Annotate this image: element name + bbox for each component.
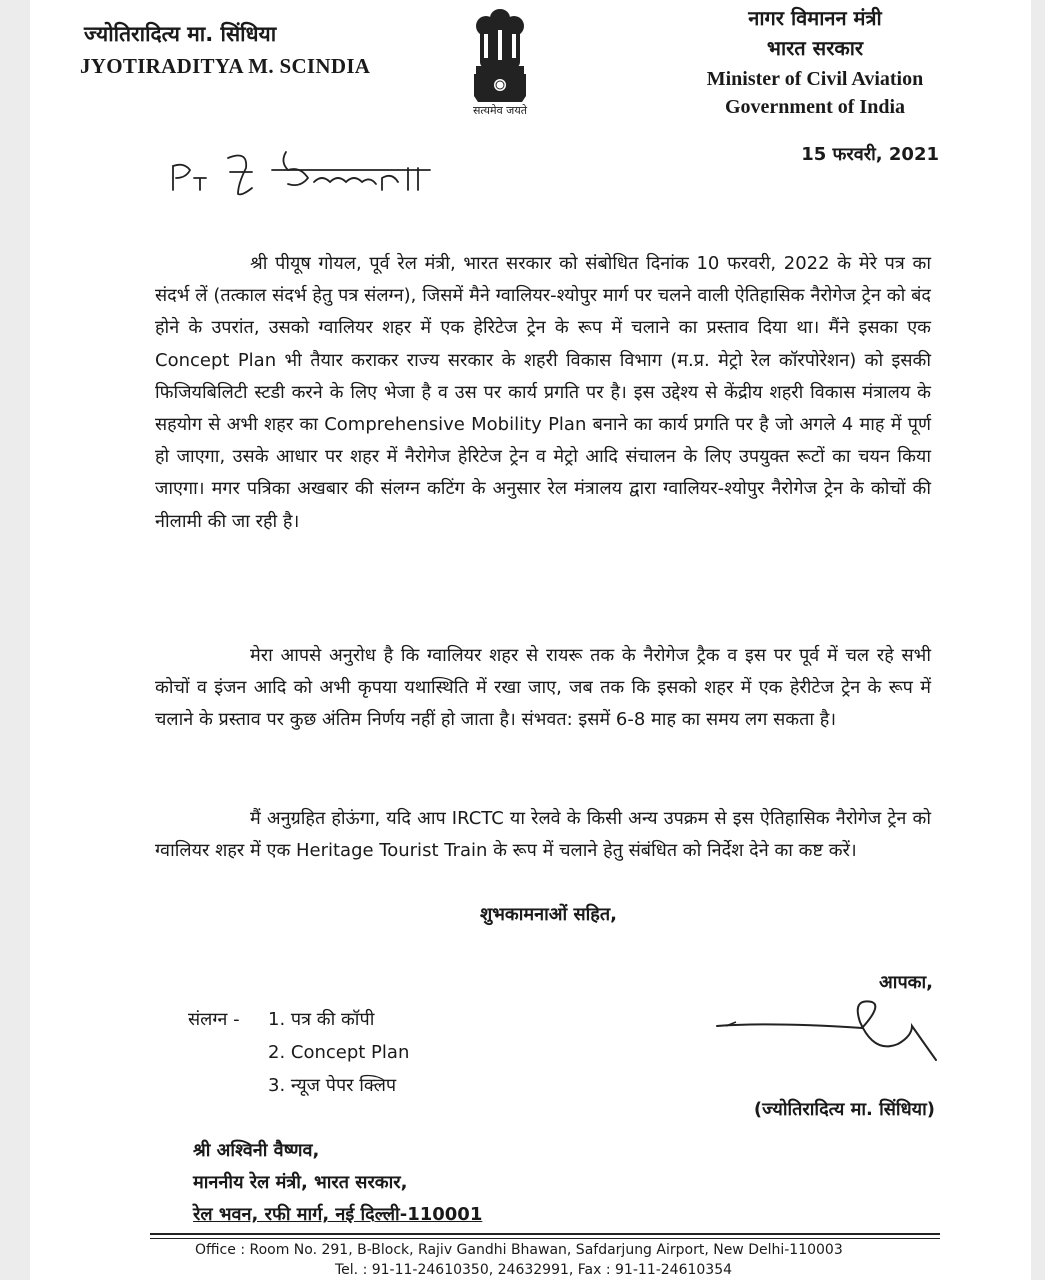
sender-name-english: JYOTIRADITYA M. SCINDIA — [80, 54, 371, 78]
body-paragraph-1: श्री पीयूष गोयल, पूर्व रेल मंत्री, भारत सरकार को संबोधित दिनांक 10 फरवरी, 2022 के मेरे पत्र का संदर्भ लें (तत्काल संदर्भ हेतु पत्र संलग्न), जिसमें मैने ग्वालियर-श्योपुर मार्ग पर चलने वाली ऐतिहासिक नैरोगेज ट्रेन को बंद होने के उपरांत, उसको ग्वालियर शहर में एक हेरिटेज ट्रेन के रूप में चलाने का प्रस्ताव दिया था। मैंने इसका एक Concept Plan भी तैयार कराकर राज्य सरकार के शहरी विकास विभाग (म.प्र. मेट्रो रेल कॉरपोरेशन) को इसकी फिजियबिलिटी स्टडी करने के लिए भेजा है व उस पर कार्य प्रगति पर है। इस उद्देश्य से केंद्रीय शहरी विकास मंत्रालय के सहयोग से अभी शहर का Comprehensive Mobility Plan बनाने का कार्य प्रगति पर है जो अगले 4 माह में पूर्ण हो जाएगा, उसके आधार पर शहर में नैरोगेज हेरिटेज ट्रेन व मेट्रो आदि संचालन के लिए उपयुक्त रूटों का चयन किया जाएगा। मगर पत्रिका अखबार की संलग्न कटिंग के अनुसार रेल मंत्रालय द्वारा ग्वालियर-श्योपुर नैरोगेज ट्रेन के कोचों की नीलामी की जा रही है। — [155, 253, 931, 532]
office-title-hindi: नागर विमानन मंत्री — [748, 6, 882, 30]
body-paragraph-2: मेरा आपसे अनुरोध है कि ग्वालियर शहर से रायरू तक के नैरोगेज ट्रैक व इस पर पूर्व में चल रहे सभी कोचों व इंजन आदि को अभी कृपया यथास्थिति में रखा जाए, जब तक कि इसको शहर में एक हेरीटेज ट्रेन के रूप में चलाने के प्रस्ताव पर कुछ अंतिम निर्णय नहीं हो जाता है। संभवत: इसमें 6-8 माह का समय लग सकता है। — [155, 645, 931, 731]
office-government-hindi: भारत सरकार — [766, 36, 864, 60]
body-paragraph-3: मैं अनुग्रहित होऊंगा, यदि आप IRCTC या रेलवे के किसी अन्य उपक्रम से इस ऐतिहासिक नैरोगेज ट्रेन को ग्वालियर शहर में एक Heritage Tourist Train के रूप में चलाने हेतु संबंधित को निर्देश देने का कष्ट करें। — [155, 808, 931, 862]
closing-line: शुभकामनाओं सहित, — [480, 904, 617, 925]
enclosure-item: 2. Concept Plan — [268, 1042, 410, 1063]
emblem-motto: सत्यमेव जयते — [472, 104, 527, 117]
enclosures-label: संलग्न - — [188, 1009, 240, 1030]
enclosure-item: 1. पत्र की कॉपी — [268, 1009, 375, 1030]
addressee-block — [193, 1135, 482, 1231]
addressee-name: श्री अश्विनी वैष्णव, — [193, 1140, 320, 1161]
handwritten-salutation — [168, 148, 438, 203]
office-title-english: Minister of Civil Aviation — [706, 68, 924, 90]
addressee-address: रेल भवन, रफी मार्ग, नई दिल्ली-110001 — [193, 1204, 483, 1225]
national-emblem-icon — [460, 0, 540, 120]
handwritten-signature — [712, 996, 942, 1076]
footer-divider-thin — [150, 1238, 940, 1239]
signatory-name: (ज्योतिरादित्य मा. सिंधिया) — [753, 1099, 935, 1120]
letter-date: 15 फरवरी, 2021 — [801, 144, 939, 165]
footer-office-address: Office : Room No. 291, B-Block, Rajiv Gandhi Bhawan, Safdarjung Airport, New Delhi-110003 — [195, 1242, 843, 1258]
scan-left-margin — [0, 0, 30, 1280]
enclosure-item: 3. न्यूज पेपर क्लिप — [268, 1075, 397, 1096]
office-government-english: Government of India — [725, 96, 905, 118]
footer-divider — [150, 1233, 940, 1235]
addressee-designation: माननीय रेल मंत्री, भारत सरकार, — [193, 1172, 408, 1193]
scan-right-margin — [1031, 0, 1045, 1280]
footer-contact-numbers: Tel. : 91-11-24610350, 24632991, Fax : 91-11-24610354 — [335, 1262, 733, 1278]
enclosures-list — [188, 1003, 409, 1102]
valediction: आपका, — [879, 972, 933, 993]
sender-name-hindi: ज्योतिरादित्य मा. सिंधिया — [84, 22, 277, 46]
